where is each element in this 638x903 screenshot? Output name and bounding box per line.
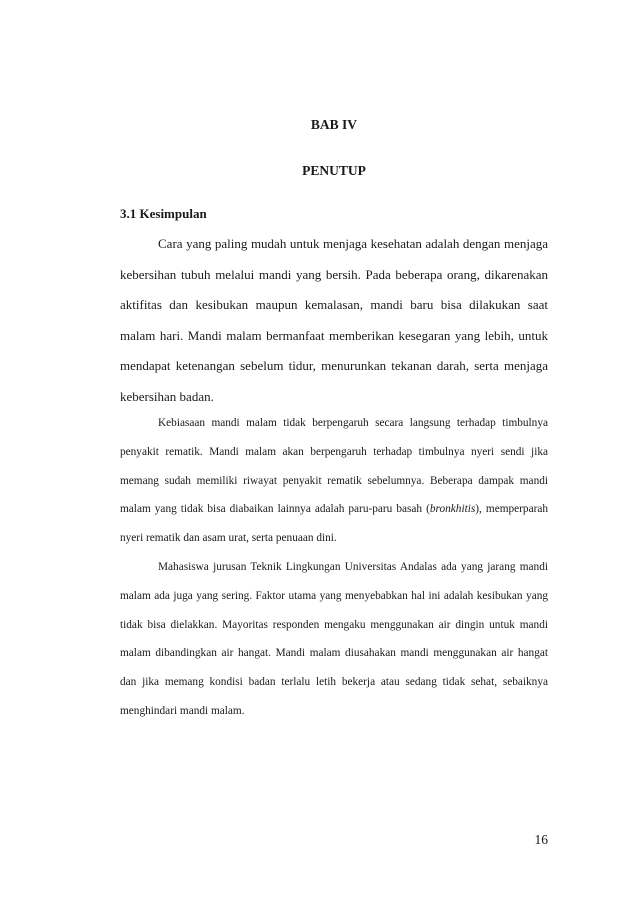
page-number: 16 [534, 832, 548, 847]
body-text-small [120, 409, 548, 726]
paragraph-3: Mahasiswa jurusan Teknik Lingkungan Universitas Andalas ada yang jarang mandi malam ada juga yang sering. Faktor utama yang menyebabkan hal ini adalah kesibukan yang tidak bisa dielakkan. Mayoritas responden mengaku menggunakan air dingin untuk mandi malam dibandingkan air hangat. Mandi malam diusahakan mandi menggunakan air hangat dan jika memang kondisi badan terlalu letih bekerja atau sedang tidak sehat, sebaiknya menghindari mandi malam. [120, 560, 548, 717]
chapter-title: PENUTUP [302, 163, 366, 178]
chapter-label: BAB IV [310, 117, 358, 132]
paragraph-1: Cara yang paling mudah untuk menjaga kesehatan adalah dengan menjaga kebersihan tubuh melalui mandi yang bersih. Pada beberapa orang, dikarenakan aktifitas dan kesibukan maupun kemalasan, mandi baru bisa dilakukan saat malam hari. Mandi malam bermanfaat memberikan kesegaran yang lebih, untuk mendapat ketenangan sebelum tidur, menurunkan tekanan darah, serta menjaga kebersihan badan. [120, 236, 548, 404]
body-text [120, 229, 548, 412]
paragraph-2-text-after: ), memperparah nyeri rematik dan asam urat, serta penuaan dini. [120, 503, 549, 545]
section-heading: 3.1 Kesimpulan [120, 206, 207, 221]
paragraph-2 [120, 409, 548, 553]
paragraph-2-italic-term: bronkhitis [429, 503, 476, 516]
paragraph-2-text-before: Kebiasaan mandi malam tidak berpengaruh secara langsung terhadap timbulnya penyakit rematik. Mandi malam akan berpengaruh terhadap timbulnya nyeri sendi jika memang sudah memiliki riwayat penyakit rematik sebelumnya. Beberapa dampak mandi malam yang tidak bisa diabaikan lainnya adalah paru-paru basah ( [120, 417, 548, 516]
